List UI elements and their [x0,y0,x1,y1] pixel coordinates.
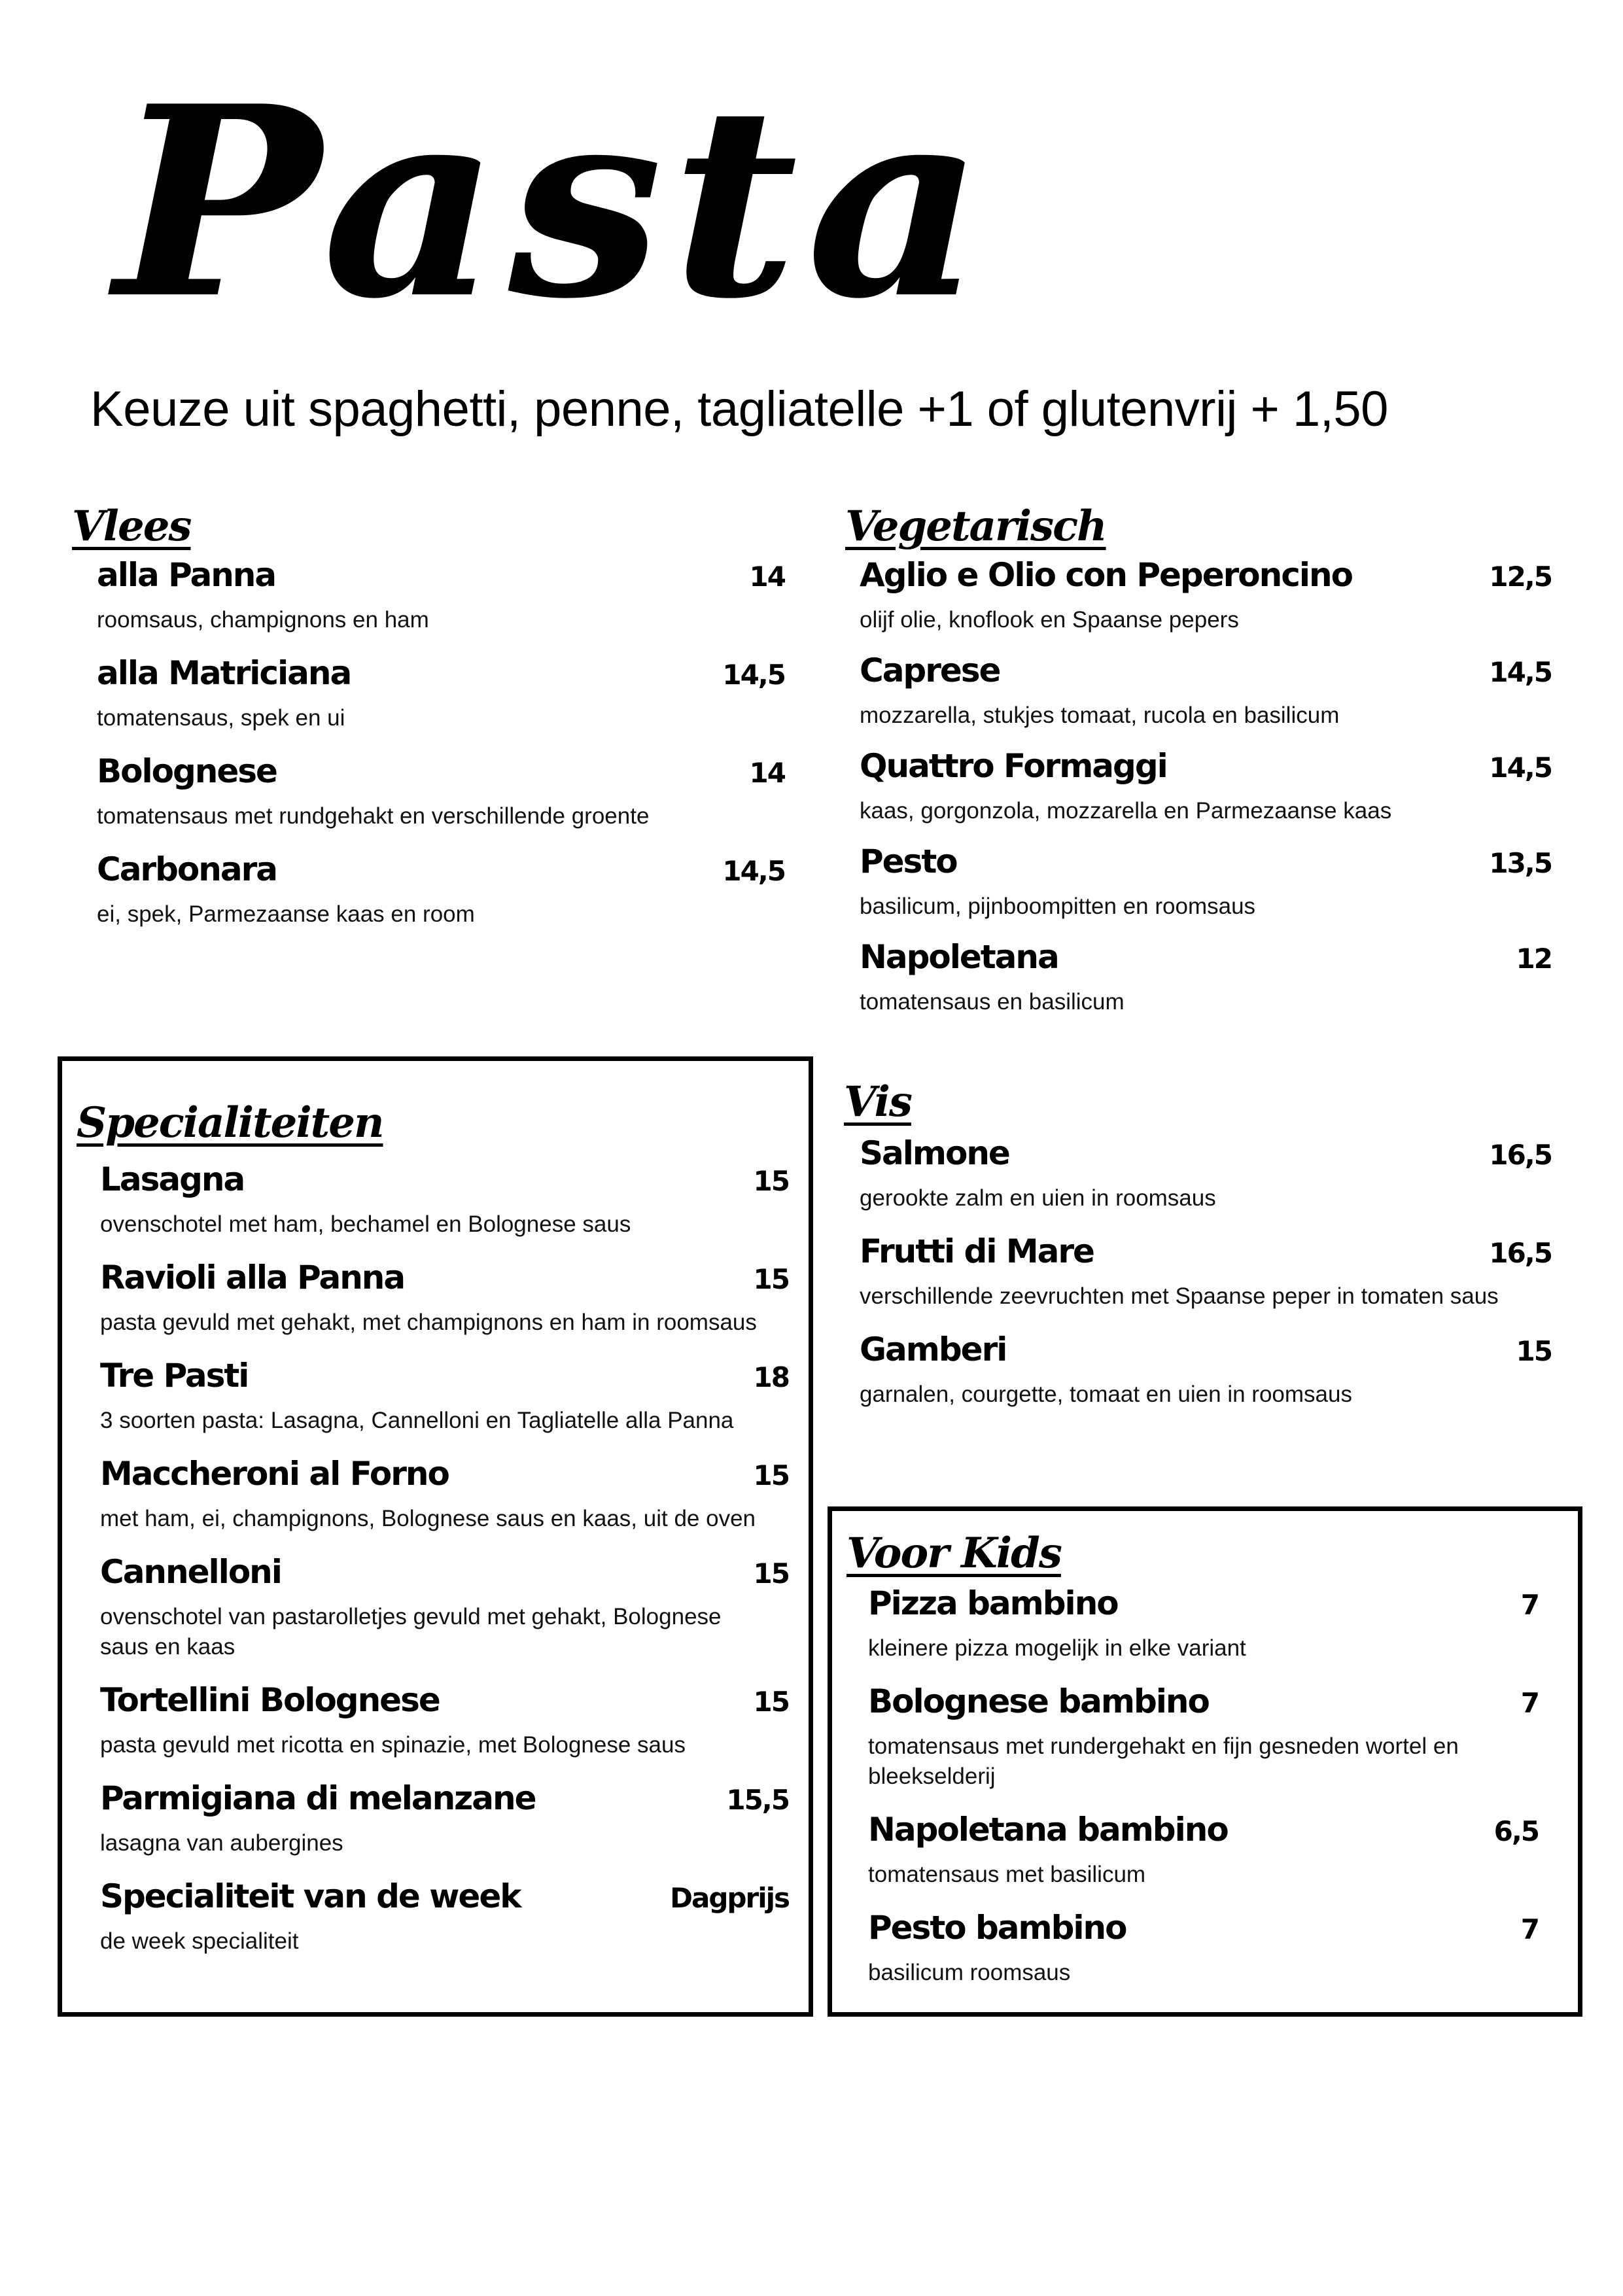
menu-item [860,1329,1552,1410]
menu-item-description: de week specialiteit [100,1928,299,1954]
menu-item-name: Gamberi [860,1331,1007,1368]
menu-item-description: pasta gevuld met gehakt, met champignons en ham in roomsaus [100,1309,757,1335]
menu-item [868,1907,1539,1988]
menu-item-description: tomatensaus en basilicum [860,988,1125,1015]
menu-item-price: 16,5 [1489,1139,1552,1171]
menu-item-row [868,1681,1539,1722]
menu-item-name: Salmone [860,1134,1009,1172]
menu-item-name: alla Matriciana [97,654,351,692]
menu-item-row [100,1876,789,1917]
menu-item-price: 15 [753,1557,789,1590]
menu-item-price: 7 [1520,1687,1539,1719]
pasta-choice-subtitle: Keuze uit spaghetti, penne, tagliatelle +1 of glutenvrij + 1,50 [90,381,1388,437]
section-title-vlees: Vlees [72,502,191,551]
menu-item-row [868,1809,1539,1851]
menu-item-description: tomatensaus met rundgehakt en verschillende groente [97,803,650,829]
menu-item [100,1778,789,1858]
section-title-voor-kids: Voor Kids [846,1529,1061,1578]
menu-item [97,849,785,930]
menu-item-row [860,555,1552,596]
section-title-specialiteiten: Specialiteiten [77,1098,383,1147]
menu-item-price: 15 [753,1459,789,1491]
section-specialiteiten [58,1056,813,2017]
menu-item-price: 15 [753,1165,789,1197]
menu-item [97,555,785,635]
menu-item-description: 3 soorten pasta: Lasagna, Cannelloni en Tagliatelle alla Panna [100,1407,734,1433]
menu-item-price: 14,5 [1489,752,1552,784]
menu-item-name: Carbonara [97,850,277,888]
menu-item-row [100,1355,789,1397]
menu-item-price: 7 [1520,1589,1539,1621]
menu-item-description: lasagna van aubergines [100,1830,343,1856]
menu-item-price: 12,5 [1489,561,1552,593]
menu-item-price: Dagprijs [670,1882,789,1914]
menu-item [860,1133,1552,1213]
section-vlees [72,497,805,1020]
menu-item-row [100,1552,789,1593]
menu-item-description: verschillende zeevruchten met Spaanse peper in tomaten saus [860,1283,1499,1309]
menu-item-row [97,751,785,792]
menu-item-price: 7 [1520,1913,1539,1945]
menu-item-price: 15 [753,1686,789,1718]
menu-item-description: olijf olie, knoflook en Spaanse pepers [860,606,1239,633]
menu-item-price: 18 [753,1361,789,1393]
section-title-vegetarisch: Vegetarisch [845,502,1106,551]
menu-item-price: 14,5 [1489,656,1552,688]
menu-item-price: 15 [753,1263,789,1295]
menu-item-row [97,653,785,694]
menu-item-price: 12 [1516,943,1552,975]
menu-item-name: Aglio e Olio con Peperoncino [860,556,1352,594]
menu-item-row [860,937,1552,978]
menu-item-description: tomatensaus, spek en ui [97,704,345,731]
menu-item-name: Maccheroni al Forno [100,1455,449,1493]
menu-item [860,746,1552,826]
menu-item-row [100,1453,789,1495]
menu-item [860,841,1552,922]
menu-item-name: Lasagna [100,1160,245,1198]
menu-item-description: mozzarella, stukjes tomaat, rucola en basilicum [860,702,1340,728]
menu-item-row [860,1231,1552,1272]
menu-item-name: Quattro Formaggi [860,747,1167,785]
menu-item-name: Tre Pasti [100,1357,249,1395]
menu-item [100,1355,789,1436]
menu-item-name: Pesto [860,843,957,880]
menu-item-name: alla Panna [97,556,276,594]
section-vis [844,1073,1552,1439]
menu-item-price: 14,5 [722,855,785,887]
menu-item-description: ovenschotel van pastarolletjes gevuld met gehakt, Bolognese saus en kaas [100,1603,722,1660]
menu-item-name: Frutti di Mare [860,1232,1094,1270]
menu-item-description: kleinere pizza mogelijk in elke variant [868,1635,1246,1661]
menu-item-price: 15 [1516,1335,1552,1367]
menu-item-row [860,1133,1552,1174]
menu-item-row [868,1907,1539,1949]
menu-item-name: Specialiteit van de week [100,1877,521,1915]
page-title: Pasta [114,49,993,357]
menu-item-name: Napoletana [860,938,1058,976]
menu-item-description: basilicum roomsaus [868,1959,1071,1985]
menu-item-row [100,1159,789,1200]
menu-item [100,1876,789,1957]
menu-item-price: 15,5 [726,1784,789,1816]
menu-item-description: tomatensaus met rundergehakt en fijn gesneden wortel en bleekselderij [868,1733,1459,1789]
menu-item [868,1681,1539,1792]
menu-item-row [860,841,1552,882]
menu-item-description: pasta gevuld met ricotta en spinazie, met Bolognese saus [100,1731,686,1758]
menu-item [868,1583,1539,1663]
menu-item-row [97,555,785,596]
menu-item-row [860,650,1552,691]
menu-item [100,1257,789,1338]
section-voor-kids [828,1506,1582,2017]
menu-item-row [860,1329,1552,1370]
menu-item-price: 6,5 [1493,1815,1539,1847]
menu-item-name: Bolognese bambino [868,1682,1209,1720]
section-vegetarisch [845,497,1552,1060]
menu-item-name: Tortellini Bolognese [100,1681,440,1719]
menu-item [97,751,785,831]
menu-item-description: ei, spek, Parmezaanse kaas en room [97,901,475,927]
menu-item-price: 14,5 [722,659,785,691]
menu-item-name: Ravioli alla Panna [100,1259,405,1296]
menu-item-row [100,1778,789,1819]
menu-item-price: 14 [749,561,785,593]
menu-item-price: 16,5 [1489,1237,1552,1269]
menu-item-name: Caprese [860,652,1000,689]
menu-item-description: garnalen, courgette, tomaat en uien in roomsaus [860,1381,1352,1407]
menu-item-description: ovenschotel met ham, bechamel en Bolognese saus [100,1211,631,1237]
menu-item-row [860,746,1552,787]
menu-item [97,653,785,733]
menu-item-description: roomsaus, champignons en ham [97,606,429,633]
menu-item-description: met ham, ei, champignons, Bolognese saus en kaas, uit de oven [100,1505,756,1531]
menu-item [100,1680,789,1760]
menu-item [860,650,1552,731]
menu-item [860,555,1552,635]
section-title-vis: Vis [844,1077,911,1126]
menu-item-description: gerookte zalm en uien in roomsaus [860,1185,1216,1211]
menu-item [860,1231,1552,1312]
menu-item-row [100,1257,789,1298]
menu-item-name: Napoletana bambino [868,1811,1228,1849]
menu-item-name: Bolognese [97,752,277,790]
menu-item-name: Cannelloni [100,1553,281,1591]
menu-item-price: 13,5 [1489,847,1552,879]
menu-item-name: Pesto bambino [868,1909,1126,1947]
menu-item [100,1453,789,1534]
menu-item-name: Pizza bambino [868,1584,1118,1622]
menu-item [100,1552,789,1662]
menu-item-description: tomatensaus met basilicum [868,1861,1146,1887]
menu-item-description: basilicum, pijnboompitten en roomsaus [860,893,1256,919]
menu-item-name: Parmigiana di melanzane [100,1779,536,1817]
menu-item [860,937,1552,1017]
menu-item-row [97,849,785,890]
menu-item [100,1159,789,1240]
menu-item-description: kaas, gorgonzola, mozzarella en Parmezaanse kaas [860,797,1392,824]
menu-item-row [100,1680,789,1721]
menu-item-price: 14 [749,757,785,789]
menu-item-row [868,1583,1539,1624]
menu-item [868,1809,1539,1890]
